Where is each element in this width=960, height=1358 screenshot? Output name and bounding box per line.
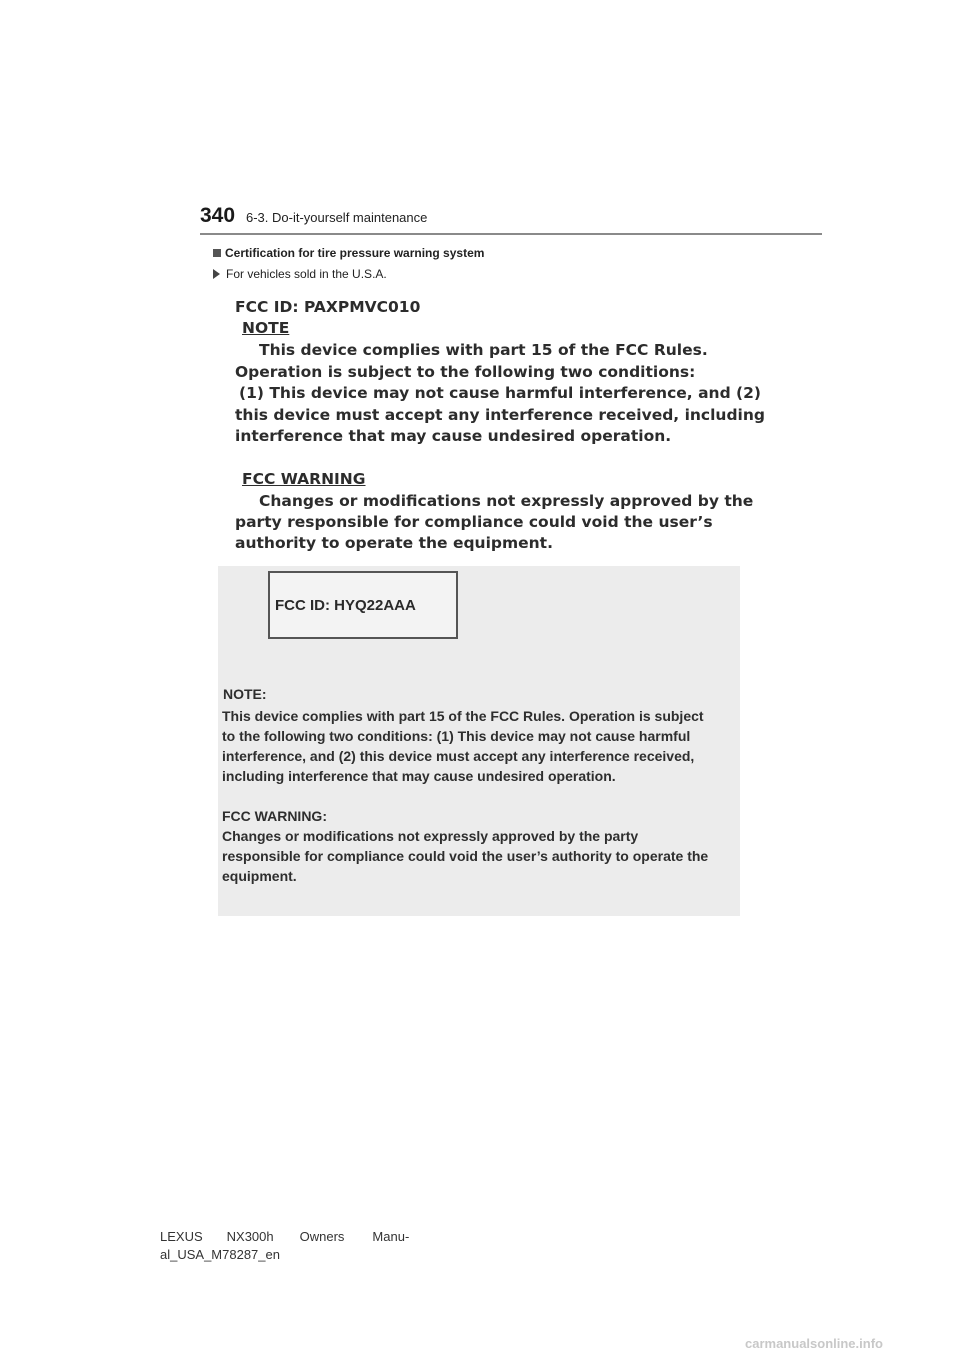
warning-title-1: FCC WARNING — [242, 470, 366, 488]
note-line: interference that may cause undesired operation. — [235, 427, 672, 445]
square-bullet-icon — [213, 249, 221, 257]
warning-title-2: FCC WARNING: — [222, 808, 327, 824]
note-line: including interference that may cause undesired operation. — [222, 768, 616, 784]
warning-line: Changes or modifications not expressly approved by the party — [222, 828, 639, 844]
warning-line: Changes or modifications not expressly approved by the — [259, 492, 754, 510]
note-title-1: NOTE — [242, 319, 290, 337]
warning-line: responsible for compliance could void the user’s authority to operate the — [222, 848, 709, 864]
section-title: 6-3. Do-it-yourself maintenance — [246, 210, 428, 225]
note-line: This device complies with part 15 of the FCC Rules. — [259, 341, 708, 359]
note-line: to the following two conditions: (1) This device may not cause harmful — [222, 728, 691, 744]
header-divider — [200, 233, 822, 235]
section-heading-text: Certification for tire pressure warning system — [225, 246, 485, 260]
page-number: 340 — [200, 204, 236, 227]
note-line: This device complies with part 15 of the FCC Rules. Operation is subject — [222, 708, 704, 724]
note-title-2: NOTE: — [223, 686, 267, 702]
footer-word: NX300h — [226, 1229, 274, 1244]
note-line: (1) This device may not cause harmful interference, and (2) — [239, 384, 762, 402]
note-line: Operation is subject to the following two conditions: — [235, 363, 696, 381]
footer — [160, 1228, 409, 1264]
note-line: interference, and (2) this device must accept any interference received, — [222, 748, 695, 764]
section-heading — [213, 246, 484, 260]
footer-word: Owners — [299, 1229, 345, 1244]
footer-word: Manu- — [372, 1229, 410, 1244]
warning-line: party responsible for compliance could void the user’s — [235, 513, 713, 531]
sub-heading — [213, 267, 387, 281]
footer-line-2: al_USA_M78287_en — [160, 1247, 280, 1262]
watermark: carmanualsonline.info — [745, 1336, 883, 1351]
sub-heading-text: For vehicles sold in the U.S.A. — [226, 267, 387, 281]
note-line: this device must accept any interference received, including — [235, 406, 766, 424]
fcc-id-2: FCC ID: HYQ22AAA — [275, 597, 416, 614]
warning-line: equipment. — [222, 868, 297, 884]
fcc-id-box — [268, 571, 458, 639]
triangle-bullet-icon — [213, 269, 220, 279]
warning-line: authority to operate the equipment. — [235, 534, 553, 552]
fcc-id-1: FCC ID: PAXPMVC010 — [235, 298, 421, 316]
footer-line-1 — [160, 1228, 409, 1246]
footer-word: LEXUS — [160, 1229, 203, 1244]
